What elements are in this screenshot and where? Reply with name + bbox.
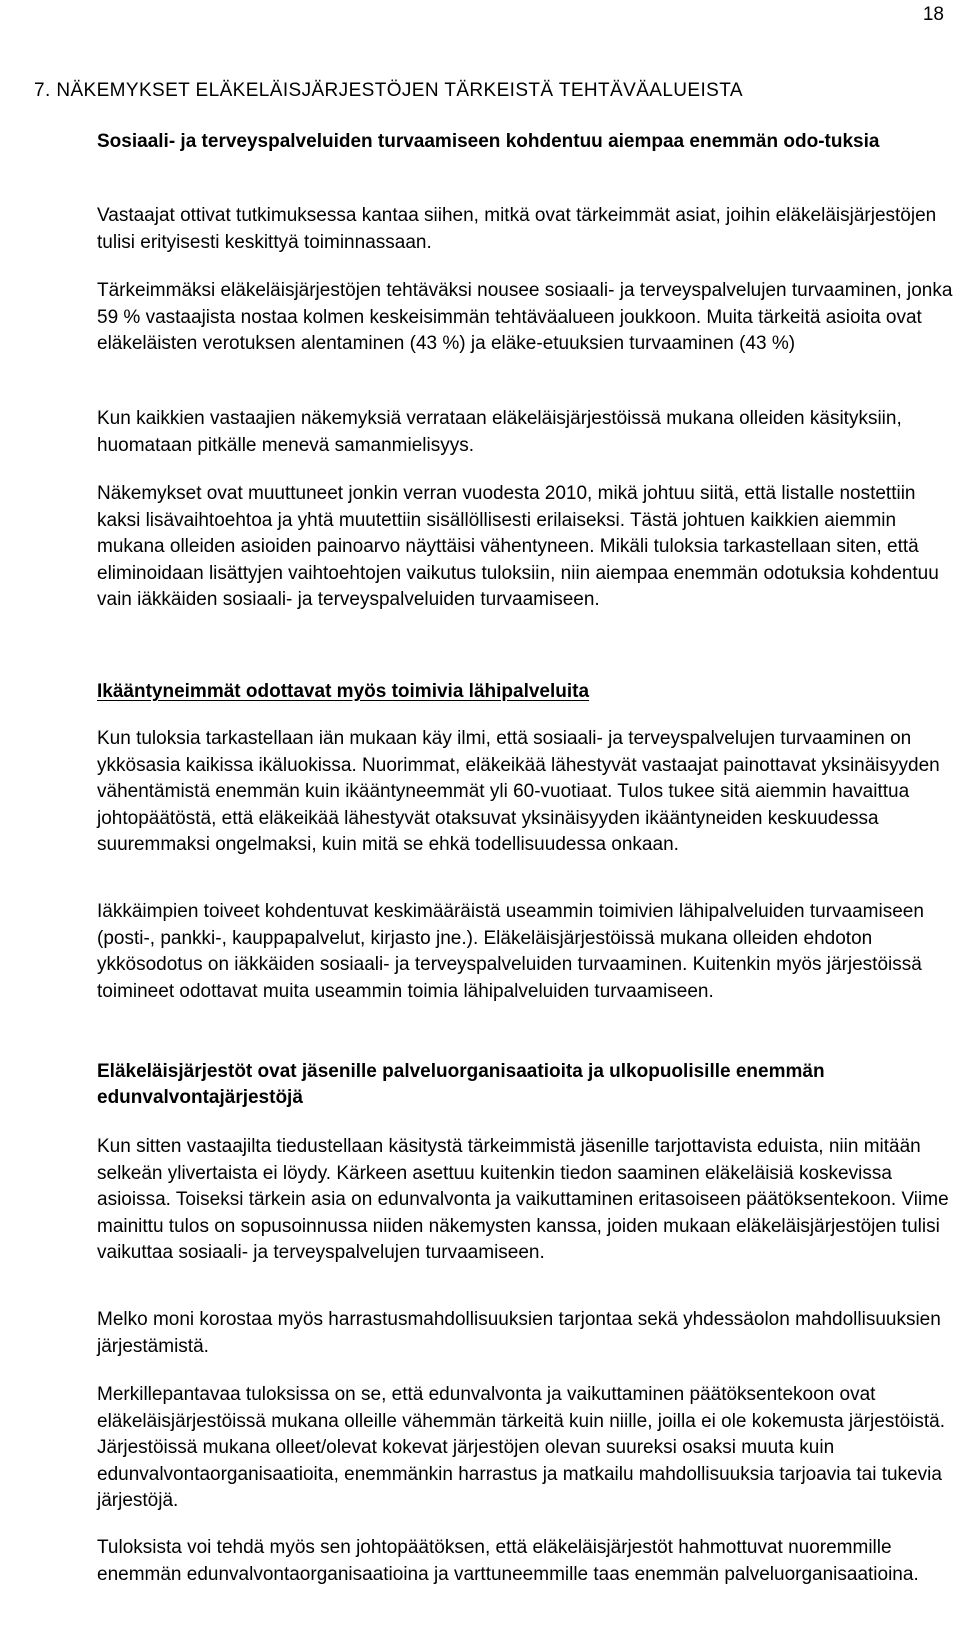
section-heading-organizations: Eläkeläisjärjestöt ovat jäsenille palveluorganisaatioita ja ulkopuolisille enemmän edunvalvontajärjestöjä xyxy=(97,1061,825,1108)
paragraph: Tuloksista voi tehdä myös sen johtopäätöksen, että eläkeläisjärjestöt hahmottuvat nuoremmille enemmän edunvalvontaorganisaatioina ja varttuneemmille taas enemmän palveluorganisaatioina. xyxy=(97,1537,919,1585)
chapter-title: 7. NÄKEMYKSET ELÄKELÄISJÄRJESTÖJEN TÄRKEISTÄ TEHTÄVÄALUEISTA xyxy=(34,80,743,101)
paragraph: Kun sitten vastaajilta tiedustellaan käsitystä tärkeimmistä jäsenille tarjottavista eduista, niin mitään selkeän ylivertaista ei löydy. Kärkeen asettuu kuitenkin tiedon saaminen eläkeläisiä koskevissa asioissa. Toiseksi tärkein asia on edunvalvonta ja vaikuttaminen eritasoiseen päätöksentekoon. Viime mainittu tulos on sopusoinnussa niiden näkemysten kanssa, joiden mukaan eläkeläisjärjestöjen tulisi vaikuttaa sosiaali- ja terveyspalvelujen turvaamiseen. xyxy=(97,1136,949,1264)
section-heading-services: Sosiaali- ja terveyspalveluiden turvaamiseen kohdentuu aiempaa enemmän odo-tuksia xyxy=(97,131,880,152)
paragraph: Iäkkäimpien toiveet kohdentuvat keskimääräistä useammin toimivien lähipalveluiden turvaamiseen (posti-, pankki-, kauppapalvelut, kirjasto jne.). Eläkeläisjärjestöissä mukana olleiden ehdoton ykkösodotus on iäkkäiden sosiaali- ja terveyspalveluiden turvaaminen. Kuitenkin myös järjestöissä toimineet odottavat muita useammin toimia lähipalveluiden turvaamiseen. xyxy=(97,901,924,1002)
paragraph: Melko moni korostaa myös harrastusmahdollisuuksien tarjontaa sekä yhdessäolon mahdollisuuksien järjestämistä. xyxy=(97,1309,941,1357)
paragraph: Merkillepantavaa tuloksissa on se, että edunvalvonta ja vaikuttaminen päätöksentekoon ovat eläkeläisjärjestöissä mukana olleille vähemmän tärkeitä kuin niille, joilla ei ole kokemusta järjestöistä. Järjestöissä mukana olleet/olevat kokevat järjestöjen olevan suureksi osaksi muuta kuin edunvalvontaorganisaatioita, enemmänkin harrastus ja matkailu mahdollisuuksia tarjoavia tai tukevia järjestöjä. xyxy=(97,1384,946,1512)
paragraph: Näkemykset ovat muuttuneet jonkin verran vuodesta 2010, mikä johtuu siitä, että listalle nostettiin kaksi lisävaihtoehtoa ja yhtä muutettiin sisällöllisesti erilaiseksi. Tästä johtuen kaikkien aiemmin mukana olleiden asioiden painoarvo näyttäisi vähentyneen. Mikäli tuloksia tarkastellaan siten, että eliminoidaan lisättyjen vaihtoehtojen vaikutus tuloksiin, niin aiempaa enemmän odotuksia kohdentuu vain iäkkäiden sosiaali- ja terveyspalveluiden turvaamiseen. xyxy=(97,483,939,611)
paragraph: Vastaajat ottivat tutkimuksessa kantaa siihen, mitkä ovat tärkeimmät asiat, joihin eläkeläisjärjestöjen tulisi erityisesti keskittyä toiminnassaan. xyxy=(97,205,937,253)
paragraph: Kun kaikkien vastaajien näkemyksiä verrataan eläkeläisjärjestöissä mukana olleiden käsityksiin, huomataan pitkälle menevä samanmielisyys. xyxy=(97,408,902,456)
section-heading-local-services: Ikääntyneimmät odottavat myös toimivia lähipalveluita xyxy=(97,681,590,702)
paragraph: Tärkeimmäksi eläkeläisjärjestöjen tehtäväksi nousee sosiaali- ja terveyspalvelujen turvaaminen, jonka 59 % vastaajista nostaa kolmen keskeisimmän tehtäväalueen joukkoon. Muita tärkeitä asioita ovat eläkeläisten verotuksen alentaminen (43 %) ja eläke-etuuksien turvaaminen (43 %) xyxy=(97,280,953,355)
paragraph: Kun tuloksia tarkastellaan iän mukaan käy ilmi, että sosiaali- ja terveyspalvelujen turvaaminen on ykkösasia kaikissa ikäluokissa. Nuorimmat, eläkeikää lähestyvät vastaajat painottavat yksinäisyyden vähentämistä enemmän kuin ikääntyneemmät yli 60-vuotiaat. Tulos tukee sitä aiemmin havaittua johtopäätöstä, että eläkeikää lähestyvät otaksuvat yksinäisyyden ikääntyneiden keskuudessa suuremmaksi ongelmaksi, kuin mitä se ehkä todellisuudessa onkaan. xyxy=(97,728,940,856)
page-number: 18 xyxy=(922,4,944,25)
